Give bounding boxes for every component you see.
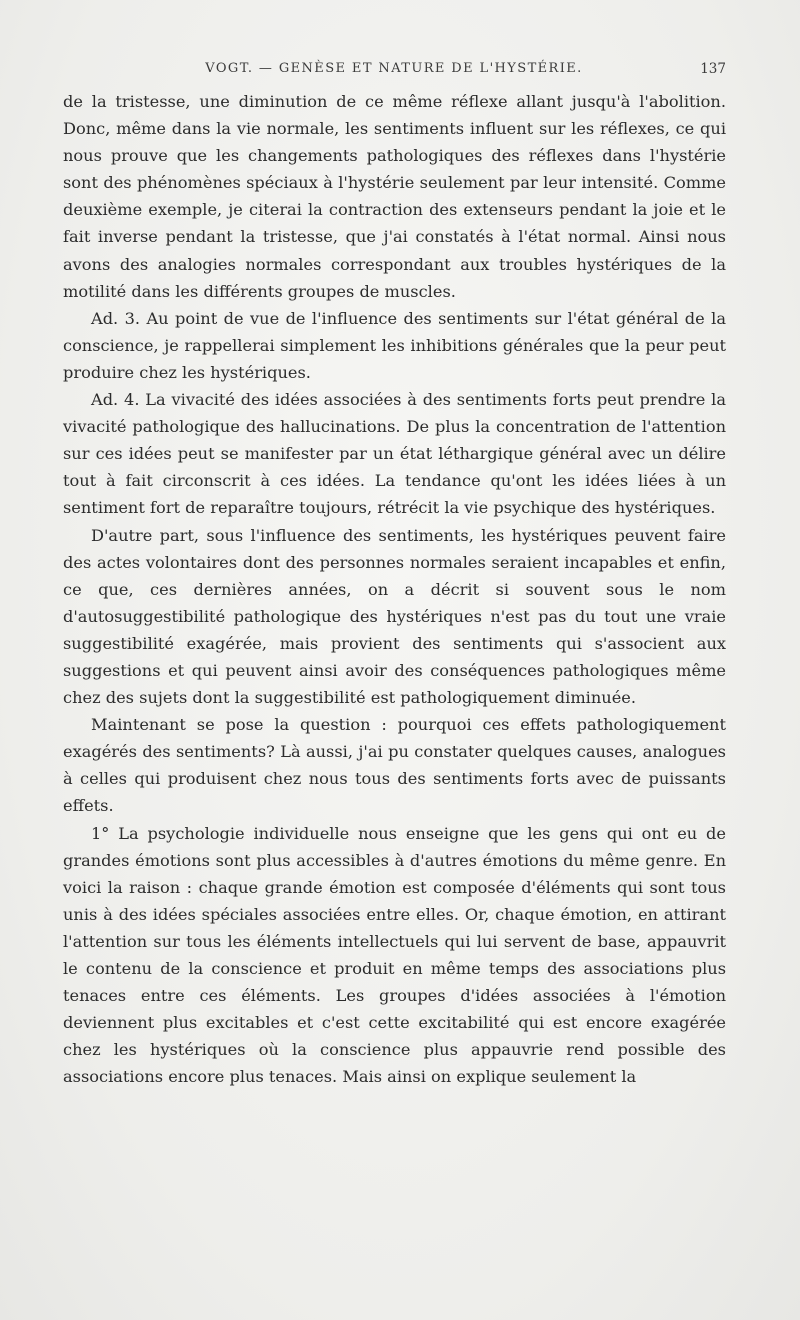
running-title: VOGT. — GENÈSE ET NATURE DE L'HYSTÉRIE. [205, 61, 583, 76]
paragraph-question: Maintenant se pose la question : pourquoi ces effets pathologiquement exagérés des sentiments? Là aussi, j'ai pu constater quelques causes, analogues à celles qui produisent chez nous tous des sentiments forts avec de puissants effets. [63, 715, 726, 816]
paragraph-continued: de la tristesse, une diminution de ce même réflexe allant jusqu'à l'abolition. Donc, même dans la vie normale, les sentiments influent sur les réflexes, ce qui nous prouve que les changements pathologiques des réflexes dans l'hystérie sont des phénomènes spéciaux à l'hystérie seulement par leur intensité. Comme deuxième exemple, je citerai la contraction des extenseurs pendant la joie et le fait inverse pendant la tristesse, que j'ai constatés à l'état normal. Ainsi nous avons des analogies normales correspondant aux troubles hystériques de la motilité dans les différents groupes de muscles. [63, 92, 726, 301]
body-text [63, 88, 726, 1090]
page-number: 137 [700, 61, 726, 77]
page-header [64, 61, 724, 85]
paragraph-ad-3: Ad. 3. Au point de vue de l'influence des sentiments sur l'état général de la conscience, je rappellerai simplement les inhibitions générales que la peur peut produire chez les hystériques. [63, 308, 726, 382]
paragraph-individual-psychology: 1° La psychologie individuelle nous enseigne que les gens qui ont eu de grandes émotions sont plus accessibles à d'autres émotions du même genre. En voici la raison : chaque grande émotion est composée d'éléments qui sont tous unis à des idées spéciales associées entre elles. Or, chaque émotion, en attirant l'attention sur tous les éléments intellectuels qui lui servent de base, appauvrit le contenu de la conscience et produit en même temps des associations plus tenaces entre ces éléments. Les groupes d'idées associées à l'émotion deviennent plus excitables et c'est cette excitabilité qui est encore exagérée chez les hystériques où la conscience plus appauvrie rend possible des associations encore plus tenaces. Mais ainsi on explique seulement la [63, 823, 726, 1087]
paragraph-ad-4: Ad. 4. La vivacité des idées associées à des sentiments forts peut prendre la vivacité pathologique des hallucinations. De plus la concentration de l'attention sur ces idées peut se manifester par un état léthargique général avec un délire tout à fait circonscrit à ces idées. La tendance qu'ont les idées liées à un sentiment fort de reparaître toujours, rétrécit la vie psychique des hystériques. [63, 390, 726, 518]
paragraph-autosuggestibility: D'autre part, sous l'influence des sentiments, les hystériques peuvent faire des actes volontaires dont des personnes normales seraient incapables et enfin, ce que, ces dernières années, on a décrit si souvent sous le nom d'autosuggestibilité pathologique des hystériques n'est pas du tout une vraie suggestibilité exagérée, mais provient des sentiments qui s'associent aux suggestions et qui peuvent ainsi avoir des conséquences pathologiques même chez des sujets dont la suggestibilité est pathologiquement diminuée. [63, 525, 726, 708]
